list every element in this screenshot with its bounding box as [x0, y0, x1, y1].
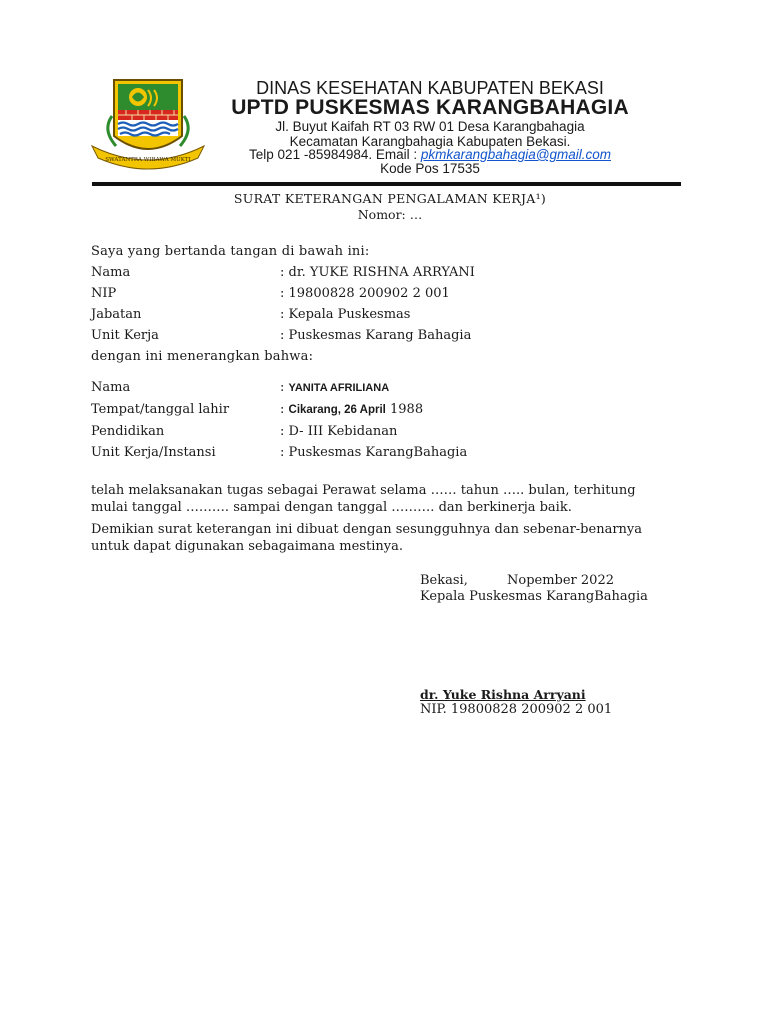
- intro-text: Saya yang bertanda tangan di bawah ini:: [91, 244, 370, 259]
- statement-line-1: telah melaksanakan tugas sebagai Perawat selama …… tahun ….. bulan, terhitung: [91, 483, 636, 498]
- signer-name-label: Nama: [91, 265, 131, 280]
- signature-name: dr. Yuke Rishna Arryani: [420, 687, 586, 702]
- birth-place-date: Cikarang, 26 April: [288, 404, 386, 416]
- contact-line: [210, 147, 650, 162]
- closing-line-1: Demikian surat keterangan ini dibuat dengan sesungguhnya dan sebenar-benarnya: [91, 522, 643, 537]
- office-name: DINAS KESEHATAN KABUPATEN BEKASI: [256, 78, 604, 98]
- phone-text: Telp 021 -85984984. Email :: [249, 147, 421, 162]
- document-number: Nomor: …: [357, 207, 423, 222]
- signer-position-value: : Kepala Puskesmas: [280, 307, 411, 322]
- signer-unit-value: : Puskesmas Karang Bahagia: [280, 328, 472, 343]
- colon: :: [280, 402, 289, 417]
- address-line-2: Kecamatan Karangbahagia Kabupaten Bekasi.: [289, 134, 571, 149]
- signature-position: Kepala Puskesmas KarangBahagia: [420, 589, 648, 604]
- svg-text:SWATANTRA WIBAWA MUKTI: SWATANTRA WIBAWA MUKTI: [105, 157, 191, 163]
- address-line-1: Jl. Buyut Kaifah RT 03 RW 01 Desa Karangbahagia: [275, 119, 585, 134]
- closing-line-2: untuk dapat digunakan sebagaimana mestinya.: [91, 539, 403, 554]
- signature-date: Nopember 2022: [507, 573, 614, 588]
- subject-name-label: Nama: [91, 380, 131, 395]
- signer-position-label: Jabatan: [91, 307, 142, 322]
- kabupaten-bekasi-logo: [90, 76, 206, 172]
- unit-name: UPTD PUSKESMAS KARANGBAHAGIA: [231, 96, 629, 119]
- transition-text: dengan ini menerangkan bahwa:: [91, 349, 314, 364]
- birth-year: 1988: [385, 402, 424, 417]
- signer-nip-value: : 19800828 200902 2 001: [280, 286, 450, 301]
- statement-paragraph: [91, 482, 691, 516]
- signature-nip: NIP. 19800828 200902 2 001: [420, 702, 613, 717]
- subject-birth-value: [280, 402, 423, 417]
- email-link[interactable]: pkmkarangbahagia@gmail.com: [420, 147, 611, 162]
- signer-unit-label: Unit Kerja: [91, 328, 159, 343]
- subject-unit-value: : Puskesmas KarangBahagia: [280, 445, 468, 460]
- subject-name-value: [280, 380, 389, 395]
- colon: :: [280, 380, 289, 395]
- signature-place: Bekasi,: [420, 573, 468, 588]
- postal-code: Kode Pos 17535: [380, 161, 480, 176]
- signer-nip-label: NIP: [91, 286, 117, 301]
- subject-unit-label: Unit Kerja/Instansi: [91, 445, 216, 460]
- statement-line-2: mulai tanggal ………. sampai dengan tanggal ………. dan berkinerja baik.: [91, 500, 572, 515]
- subject-education-value: : D- III Kebidanan: [280, 424, 398, 439]
- closing-paragraph: [91, 521, 691, 555]
- subject-education-label: Pendidikan: [91, 424, 165, 439]
- signer-name-value: : dr. YUKE RISHNA ARRYANI: [280, 265, 475, 280]
- subject-name: YANITA AFRILIANA: [288, 382, 390, 394]
- subject-birth-label: Tempat/tanggal lahir: [91, 402, 230, 417]
- letterhead-divider: [92, 182, 681, 186]
- document-title: SURAT KETERANGAN PENGALAMAN KERJA¹): [233, 191, 547, 206]
